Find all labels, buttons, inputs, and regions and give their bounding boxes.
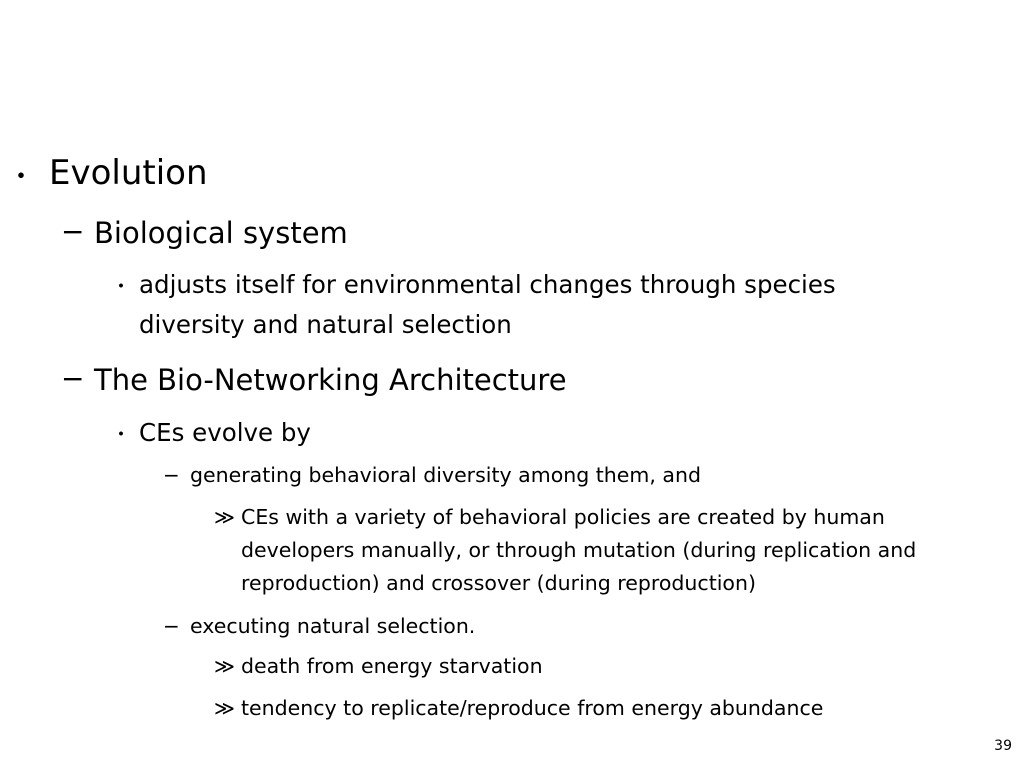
page-number: 39 bbox=[994, 738, 1012, 754]
outline-text: generating behavioral diversity among them, and bbox=[190, 463, 701, 487]
bullet-dash: − bbox=[61, 362, 85, 395]
outline-text: developers manually, or through mutation (during replication and bbox=[241, 538, 917, 562]
bullet-dot: ・ bbox=[110, 423, 133, 448]
outline-text: Evolution bbox=[49, 153, 208, 193]
bullet-dash: − bbox=[163, 463, 180, 487]
outline-text: CEs with a variety of behavioral policies are created by human bbox=[241, 505, 885, 529]
double-chevron-icon: ≫ bbox=[214, 696, 235, 720]
outline-text: tendency to replicate/reproduce from energy abundance bbox=[241, 696, 824, 720]
double-chevron-icon: ≫ bbox=[214, 505, 235, 529]
outline-text: The Bio-Networking Architecture bbox=[94, 363, 567, 397]
outline-text: executing natural selection. bbox=[190, 614, 476, 638]
bullet-dot: ・ bbox=[110, 275, 133, 300]
double-chevron-icon: ≫ bbox=[214, 654, 235, 678]
bullet-dash: − bbox=[163, 614, 180, 638]
outline-text: Biological system bbox=[94, 216, 348, 250]
outline-text: reproduction) and crossover (during reproduction) bbox=[241, 571, 756, 595]
outline-text: adjusts itself for environmental changes through species bbox=[139, 270, 836, 299]
outline-text: diversity and natural selection bbox=[139, 310, 512, 339]
outline-text: CEs evolve by bbox=[139, 418, 311, 447]
bullet-dot: ・ bbox=[6, 160, 36, 195]
outline-text: death from energy starvation bbox=[241, 654, 543, 678]
bullet-dash: − bbox=[61, 215, 85, 248]
